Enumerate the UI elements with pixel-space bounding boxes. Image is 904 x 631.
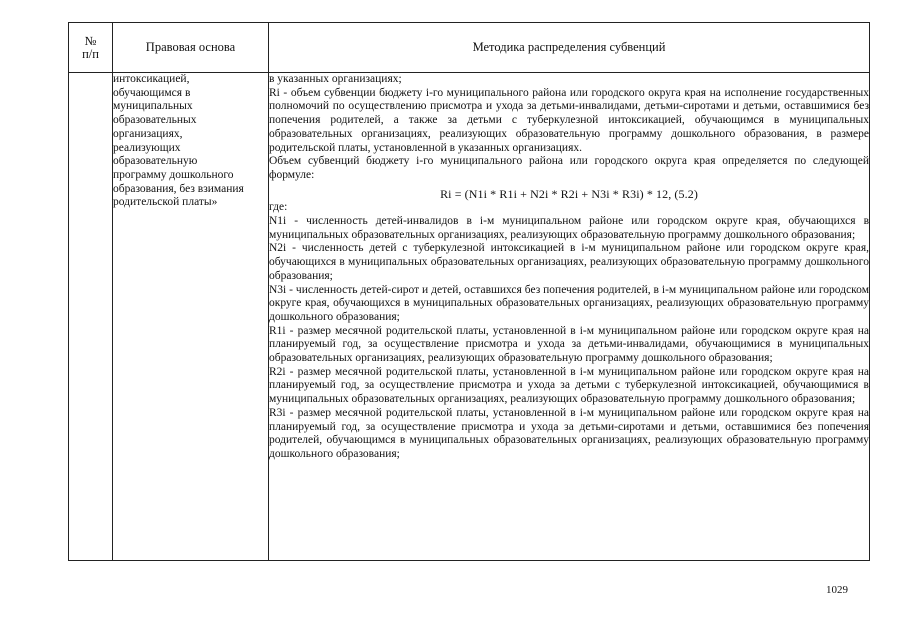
- definition-r2: R2i - размер месячной родительской платы, установленной в i-м муниципальном районе или городском округе края на планируемый год, за осуществление присмотра и ухода за детьми с туберкулезной интоксикацией, обучающимися в муниципальных образовательных организациях, реализующих образовательную программу дошкольного образования;: [269, 365, 869, 406]
- basis-line: образовательных: [113, 114, 197, 127]
- basis-line: интоксикацией,: [113, 73, 190, 85]
- page-number: 1029: [826, 584, 848, 596]
- definition-r3: R3i - размер месячной родительской платы, установленной в i-м муниципальном районе или городском округе края на планируемый год, за осуществление присмотра и ухода за детьми-сиротами и детьми, оставшимися без попечения родителей, обучающимся в муниципальных образовательных организациях, реализующих образовательную программу дошкольного образования;: [269, 406, 869, 460]
- basis-line: организациях,: [113, 127, 183, 140]
- formula: Ri = (N1i * R1i + N2i * R2i + N3i * R3i) * 12, (5.2): [440, 186, 698, 201]
- header-number: [69, 23, 113, 73]
- subsidy-table: [68, 22, 870, 561]
- definition-n2: N2i - численность детей с туберкулезной интоксикацией в i-м муниципальном районе или городском округе края, обучающихся в муниципальных образовательных организациях, реализующих образовательную программу дошкольного образования;: [269, 242, 869, 282]
- basis-line: образовательную: [113, 155, 198, 168]
- methodology-paragraph: Ri - объем субвенции бюджету i-го муниципального района или городского округа края на исполнение государственных полномочий по осуществлению присмотра и ухода за детьми-инвалидами, детьми-сиротами и детьми, оставшимися без попечения родителей, а также за детьми с туберкулезной интоксикацией, обучающимся в муниципальных образовательных организациях, реализующих образовательную программу дошкольного образования, в размере родительской платы, установленной в указанных организациях.: [269, 86, 869, 154]
- where-label: где:: [269, 201, 288, 214]
- basis-line: образования, без взимания: [113, 182, 244, 195]
- methodology-paragraph: в указанных организациях;: [269, 73, 402, 85]
- definition-n1: N1i - численность детей-инвалидов в i-м муниципальном районе или городском округе края, обучающихся в муниципальных образовательных организациях, реализующих образовательную программу дошкольного образования;: [269, 215, 869, 241]
- table-header-row: [69, 23, 870, 73]
- basis-line: муниципальных: [113, 100, 193, 113]
- methodology-paragraph: Объем субвенций бюджету i-го муниципального района или городского округа края определяется по следующей формуле:: [269, 155, 869, 181]
- definition-r1: R1i - размер месячной родительской платы, установленной в i-м муниципальном районе или городском округе края на планируемый год, за осуществление присмотра и ухода за детьми-инвалидами, обучающимися в муниципальных образовательных организациях, реализующих образовательную программу дошкольного образования;: [269, 324, 869, 365]
- header-methodology: [269, 23, 870, 73]
- basis-line: программу дошкольного: [113, 168, 234, 181]
- header-methodology-label: Методика распределения субвенций: [472, 40, 666, 54]
- legal-basis-cell: [113, 73, 269, 561]
- header-number-label: № п/п: [82, 33, 99, 61]
- basis-line: обучающимся в: [113, 86, 191, 99]
- header-legal-basis-label: Правовая основа: [145, 40, 236, 54]
- header-legal-basis: [113, 23, 269, 73]
- definition-n3: N3i - численность детей-сирот и детей, оставшихся без попечения родителей, в i-м муниципальном районе или городском округе края, обучающихся в муниципальных образовательных организациях, реализующих образовательную программу дошкольного образования;: [269, 283, 869, 323]
- methodology-cell: [269, 73, 870, 561]
- basis-line: родительской платы»: [113, 196, 218, 209]
- table-row: [69, 73, 870, 561]
- row-number-cell: [69, 73, 113, 561]
- basis-line: реализующих: [113, 141, 181, 154]
